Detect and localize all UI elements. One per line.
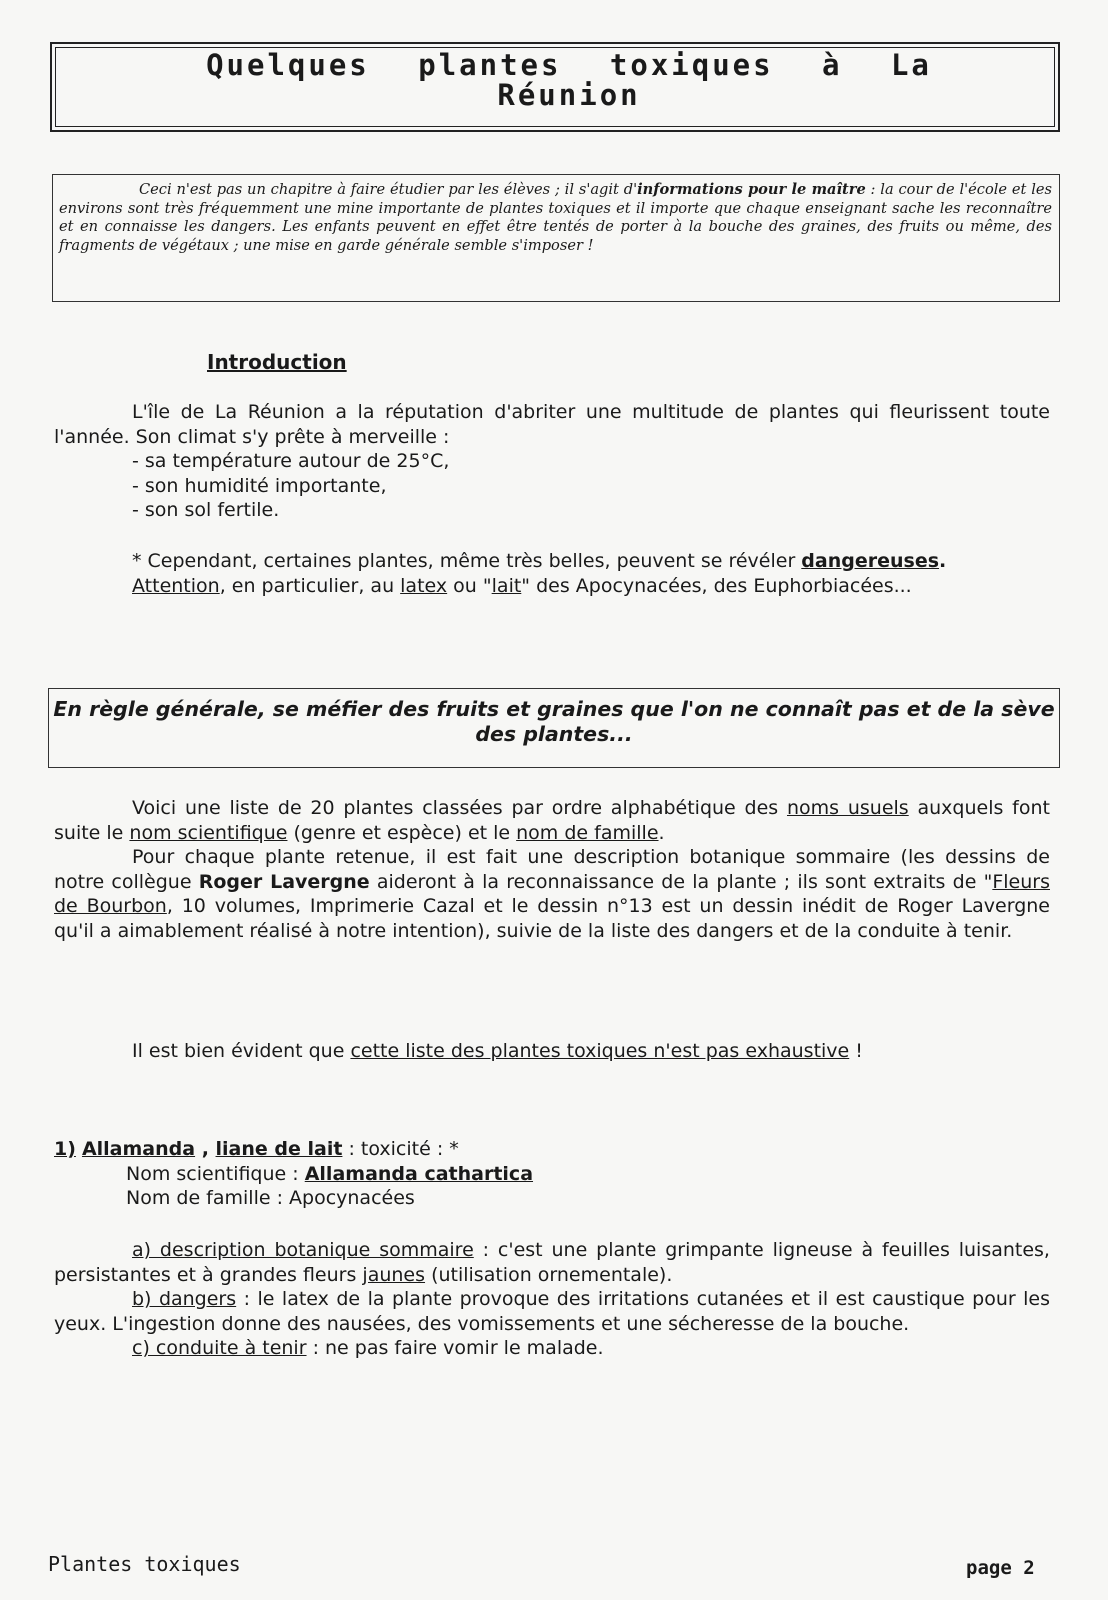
list-intro-paragraph	[54, 796, 1050, 845]
not-exhaustive: cette liste des plantes toxiques n'est pas exhaustive	[350, 1040, 850, 1062]
desc-b-label: b) dangers	[132, 1288, 237, 1310]
p2-text-a: Pour chaque plante retenue, il est fait une description botanique sommaire (les dessins de notre collègue	[54, 846, 1050, 893]
info-text-end: : la cour de l'école et les environs sont très fréquemment une mine importante de plantes toxiques et il importe que chaque enseignant sache les reconnaître et en connaisse les dangers. Les enfants peuvent en effet être tentés de porter à la bouche des graines, des fruits ou même, des fragments de végétaux ; une mise en garde générale semble s'imposer !	[59, 181, 1052, 254]
dangerous-word: dangereuses	[801, 550, 940, 572]
p1-text-d: .	[658, 821, 665, 844]
desc-c-label: c) conduite à tenir	[132, 1337, 307, 1359]
desc-c-text: : ne pas faire vomir le malade.	[306, 1337, 604, 1359]
plant-alt-name: liane de lait	[215, 1138, 343, 1160]
p2-text-c: , 10 volumes, Imprimerie Cazal et le dessin n°13 est un dessin inédit de Roger Lavergne qu'il a aimablement réalisé à notre intention), suivie de la liste des dangers et de la conduite à tenir.	[54, 895, 1051, 942]
exhaustive-note	[54, 1039, 1050, 1064]
warning-paragraph	[54, 549, 1050, 574]
book-title: Fleurs de Bourbon	[54, 870, 1050, 917]
lait-word: lait	[491, 574, 522, 597]
p1-text-b: auxquels font suite le	[54, 797, 1050, 844]
p3-text-a: Il est bien évident que	[132, 1040, 351, 1062]
page-number: page 2	[966, 1557, 1035, 1579]
info-text-start: Ceci n'est pas un chapitre à faire étudier par les élèves ; il s'agit d'	[139, 181, 638, 198]
intro-section	[54, 400, 1050, 523]
p1-scientific-name: nom scientifique	[129, 821, 288, 844]
attention-paragraph	[54, 574, 1050, 599]
or-text: ou "	[447, 574, 492, 597]
family-line: Nom de famille : Apocynacées	[126, 1187, 415, 1209]
plant-toxicity: : toxicité : *	[342, 1138, 459, 1160]
scientific-name-line	[54, 1162, 1050, 1187]
sci-label: Nom scientifique :	[126, 1162, 305, 1185]
plant-1-section	[54, 1137, 1050, 1211]
desc-a-text-end: (utilisation ornementale).	[425, 1263, 673, 1286]
plant-number: 1)	[54, 1138, 76, 1160]
plant-name: Allamanda	[81, 1138, 196, 1160]
p1-text-c: (genre et espèce) et le	[287, 821, 517, 844]
title-line-1: Quelques plantes toxiques à La	[206, 48, 932, 82]
list-intro-section	[54, 796, 1050, 943]
latex-word: latex	[400, 574, 448, 597]
intro-heading: Introduction	[207, 350, 347, 374]
p2-text-b: aideront à la reconnaissance de la plante ; ils sont extraits de "	[369, 870, 993, 893]
description-paragraph	[54, 845, 1050, 943]
list-item: - son humidité importante,	[132, 474, 387, 497]
intro-paragraph: L'île de La Réunion a la réputation d'abriter une multitude de plantes qui fleurissent toute l'année. Son climat s'y prête à merveille :	[54, 401, 1050, 448]
climate-list	[54, 449, 1050, 523]
sci-name: Allamanda cathartica	[304, 1162, 534, 1185]
p1-common-names: noms usuels	[786, 797, 909, 819]
description-c	[54, 1336, 1050, 1361]
desc-b-text: : le latex de la plante provoque des irritations cutanées et il est caustique pour les yeux. L'ingestion donne des nausées, des vomissements et une sécheresse de la bouche.	[54, 1288, 1051, 1335]
description-a	[54, 1238, 1050, 1287]
plant-sep: ,	[195, 1138, 216, 1160]
plant-1-header	[54, 1137, 1050, 1162]
page-title	[70, 50, 1068, 110]
p3-text-b: !	[849, 1040, 863, 1062]
p1-text-a: Voici une liste de 20 plantes classées par ordre alphabétique des	[132, 797, 787, 819]
warning-text: * Cependant, certaines plantes, même très belles, peuvent se révéler	[132, 550, 802, 572]
desc-a-text: : c'est une plante grimpante ligneuse à feuilles luisantes, persistantes et à grandes fleurs	[54, 1239, 1050, 1286]
desc-a-label: a) description botanique sommaire	[132, 1239, 474, 1261]
warning-section	[54, 549, 1050, 598]
attention-rest: " des Apocynacées, des Euphorbiacées...	[521, 574, 912, 597]
author-name: Roger Lavergne	[198, 870, 370, 893]
list-item: - sa température autour de 25°C,	[132, 450, 450, 472]
attention-text: , en particulier, au	[219, 574, 401, 597]
title-line-2: Réunion	[497, 78, 641, 112]
teacher-info-box	[52, 174, 1060, 302]
description-b	[54, 1287, 1050, 1336]
exhaustive-paragraph	[54, 1039, 1050, 1064]
attention-word: Attention	[132, 574, 220, 597]
warning-period: .	[939, 550, 947, 572]
yellow-word: jaunes	[362, 1263, 426, 1286]
info-text-bold: informations pour le maître	[637, 181, 866, 198]
list-item: - son sol fertile.	[132, 499, 280, 521]
plant-1-details	[54, 1238, 1050, 1361]
general-rule-box: En règle générale, se méfier des fruits et graines que l'on ne connaît pas et de la sève des plantes...	[48, 688, 1060, 768]
footer-title: Plantes toxiques	[48, 1552, 241, 1576]
p1-family-name: nom de famille	[516, 821, 659, 844]
